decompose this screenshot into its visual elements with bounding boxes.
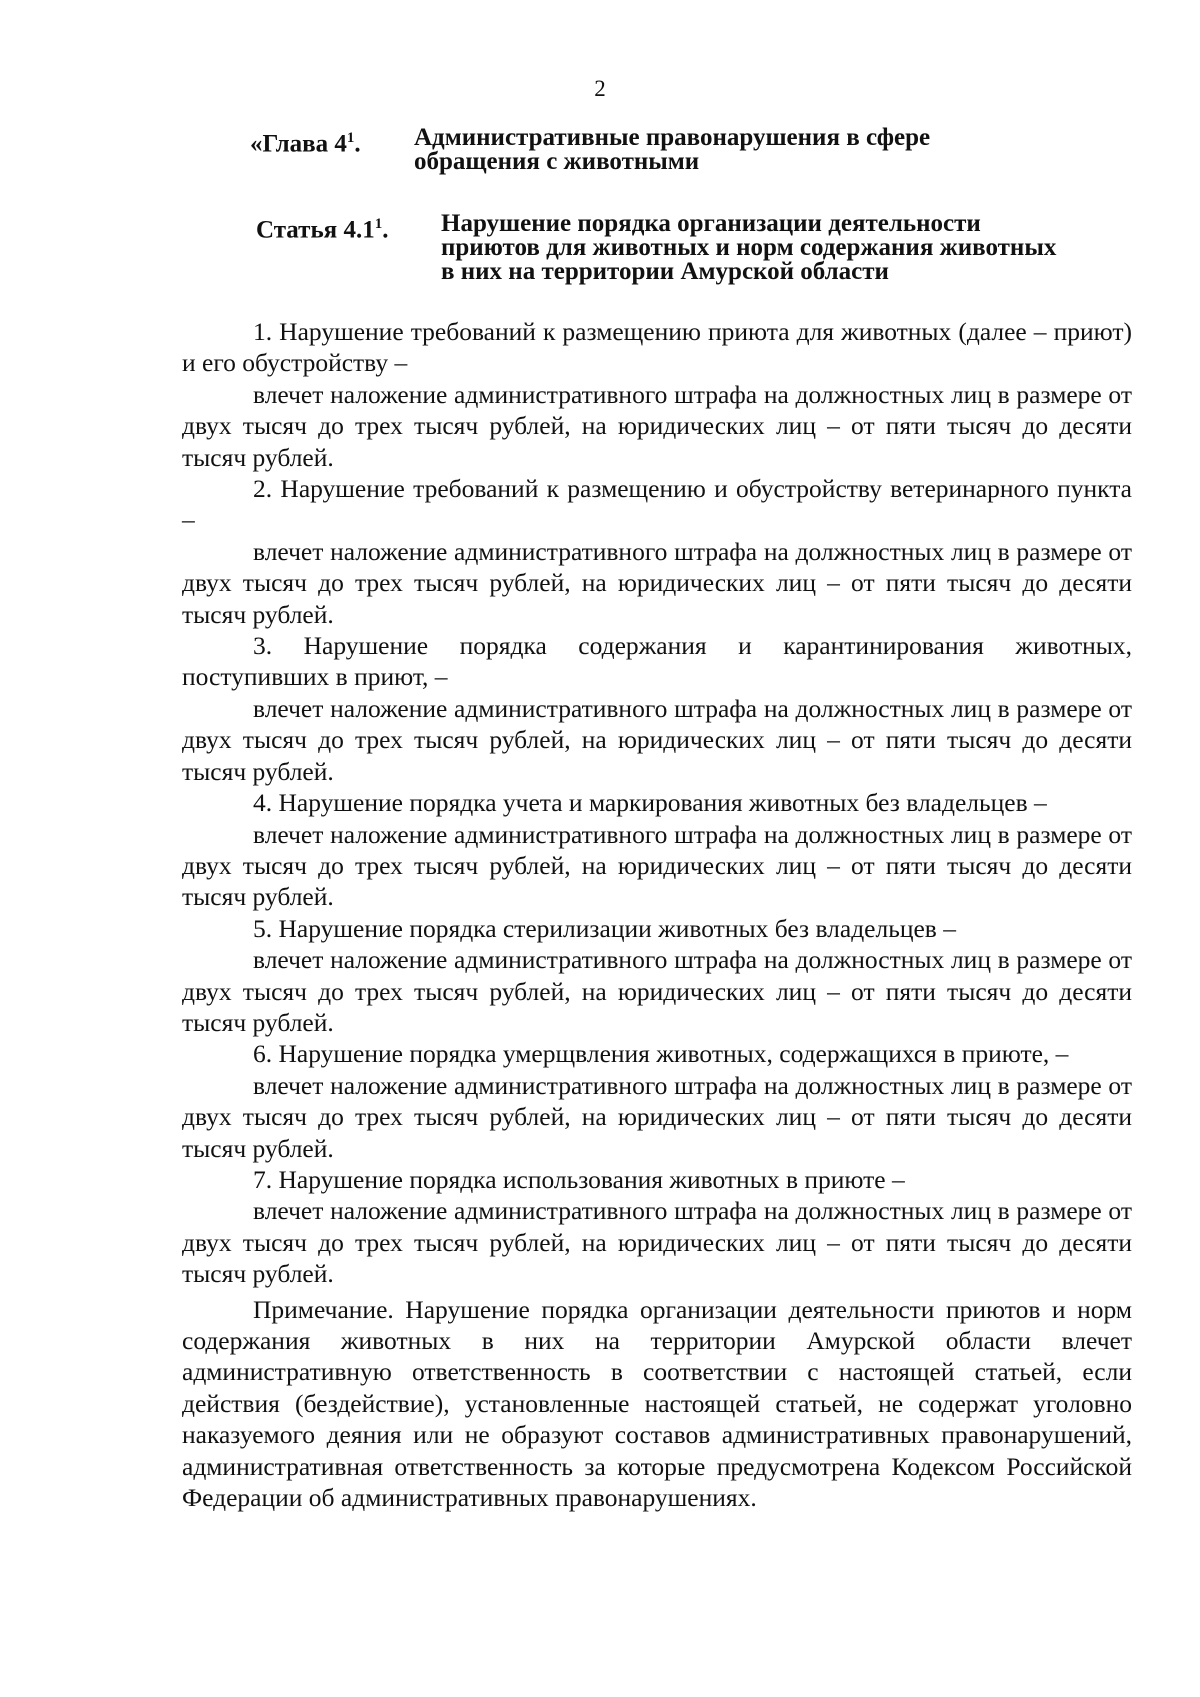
paragraph: влечет наложение административного штрафа на должностных лиц в размере от двух тысяч до трех тысяч рублей, на юридических лиц – от пяти тысяч до десяти тысяч рублей.: [182, 379, 1132, 472]
article-title-line: Нарушение порядка организации деятельности: [441, 210, 981, 237]
paragraph: влечет наложение административного штрафа на должностных лиц в размере от двух тысяч до трех тысяч рублей, на юридических лиц – от пяти тысяч до десяти тысяч рублей.: [182, 536, 1132, 629]
paragraph: влечет наложение административного штрафа на должностных лиц в размере от двух тысяч до трех тысяч рублей, на юридических лиц – от пяти тысяч до десяти тысяч рублей.: [182, 693, 1132, 786]
paragraph: 4. Нарушение порядка учета и маркирования животных без владельцев –: [253, 788, 1047, 818]
chapter-title: [414, 126, 930, 174]
article-title-line: приютов для животных и норм содержания животных: [441, 234, 1057, 261]
paragraph: 2. Нарушение требований к размещению и обустройству ветеринарного пункта –: [182, 474, 1132, 535]
chapter-heading: [250, 126, 1110, 186]
paragraph: влечет наложение административного штрафа на должностных лиц в размере от двух тысяч до трех тысяч рублей, на юридических лиц – от пяти тысяч до десяти тысяч рублей.: [182, 1070, 1132, 1163]
paragraph: 6. Нарушение порядка умерщвления животных, содержащихся в приюте, –: [253, 1039, 1069, 1069]
chapter-label-text: «Глава 4: [250, 130, 347, 158]
paragraph: 7. Нарушение порядка использования животных в приюте –: [253, 1164, 905, 1194]
chapter-label-dot: .: [354, 130, 361, 158]
paragraph: 3. Нарушение порядка содержания и карантинирования животных, поступивших в приют, –: [182, 631, 1132, 692]
article-label-sup: 1: [374, 216, 383, 232]
chapter-title-line: Административные правонарушения в сфере: [414, 124, 931, 151]
article-label-text: Статья 4.1: [256, 216, 375, 244]
paragraph: 5. Нарушение порядка стерилизации животных без владельцев –: [253, 913, 956, 943]
chapter-label: [250, 126, 361, 156]
note-paragraph: Примечание. Нарушение порядка организации деятельности приютов и норм содержания животных в них на территории Амурской области влечет административную ответственность в соответствии с настоящей статьей, если действия (бездействие), установленные настоящей статьей, не содержат уголовно наказуемого деяния или не образуют составов административных правонарушений, административная ответственность за которые предусмотрена Кодексом Российской Федерации об административных правонарушениях.: [182, 1294, 1132, 1513]
article-label-dot: .: [382, 216, 389, 244]
paragraph: влечет наложение административного штрафа на должностных лиц в размере от двух тысяч до трех тысяч рублей, на юридических лиц – от пяти тысяч до десяти тысяч рублей.: [182, 819, 1132, 912]
paragraph: влечет наложение административного штрафа на должностных лиц в размере от двух тысяч до трех тысяч рублей, на юридических лиц – от пяти тысяч до десяти тысяч рублей.: [182, 945, 1132, 1037]
article-label: [256, 212, 388, 242]
paragraph: влечет наложение административного штрафа на должностных лиц в размере от двух тысяч до трех тысяч рублей, на юридических лиц – от пяти тысяч до десяти тысяч рублей.: [182, 1196, 1132, 1289]
chapter-label-sup: 1: [346, 130, 355, 146]
article-body: [182, 316, 1132, 1513]
page-number: 2: [594, 76, 606, 101]
chapter-title-line: обращения с животными: [414, 148, 700, 175]
article-title-line: в них на территории Амурской области: [441, 258, 889, 285]
article-title: [441, 212, 1056, 284]
article-heading: [256, 212, 1116, 302]
paragraph: 1. Нарушение требований к размещению приюта для животных (далее – приют) и его обустройству –: [182, 317, 1132, 378]
